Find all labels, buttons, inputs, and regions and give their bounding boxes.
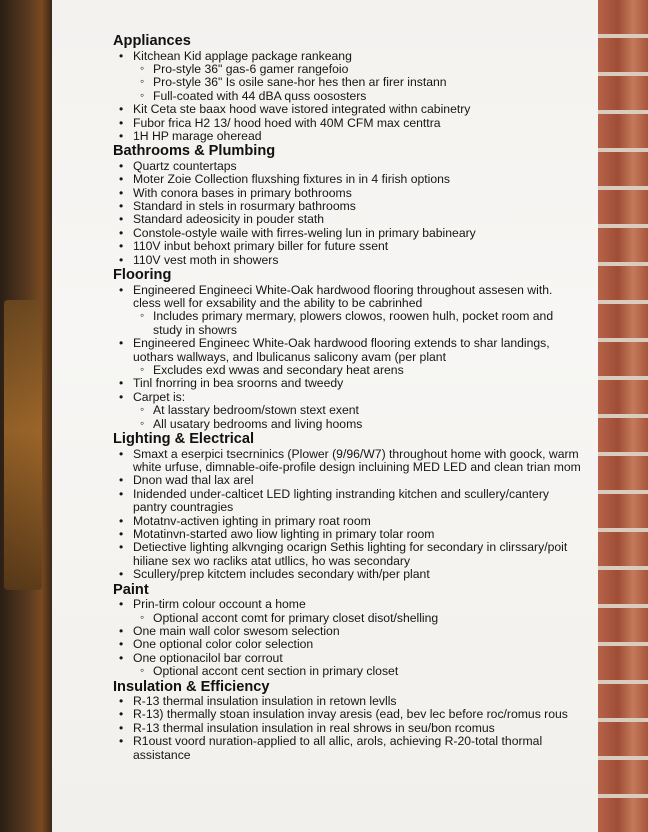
sub-list-item: ◦ Includes primary mermary, plowers clowos, roowen hulh, pocket room and study in showrs (113, 310, 583, 337)
section-heading: Appliances (113, 33, 191, 49)
section-heading: Flooring (113, 267, 172, 284)
section-heading: Bathrooms & Plumbing (113, 143, 276, 160)
section-heading: Insulation & Efficiency (113, 678, 270, 695)
wall-lamp-image (4, 300, 42, 590)
list-item: • Standard adeosicity in pouder stath (113, 213, 583, 226)
list-item: • Dnon wad thal lax arel (113, 474, 583, 487)
section-list (113, 160, 583, 267)
list-item: • One optionacilol bar corrout (113, 652, 583, 665)
sub-list-item: ◦ Pro-style 36" Is osile sane-hor hes then ar firer instann (113, 76, 583, 89)
list-item: • 110V inbut behoxt primary biller for future ssent (113, 240, 583, 253)
list-item: • Engineered Engineec White-Oak hardwood flooring extends to shar landings, uothars wallways, and lbulicanus salicony avam (per plant (113, 337, 583, 364)
list-item: • Motatinvn-started awo liow lighting in primary tolar room (113, 528, 583, 541)
section-list (113, 284, 583, 431)
list-item: • Smaxt a eserpici tsecrninics (Plower (9/96/W7) throughout home with goock, warm white urfuse, dimnable-oife-profile design incluining MED LED and clean trian mom (113, 448, 583, 475)
list-item: • Quartz countertaps (113, 160, 583, 173)
list-item: • Kit Ceta ste baax hood wave istored integrated withn cabinetry (113, 103, 583, 116)
sub-list-item: ◦ All usatary bedrooms and living hooms (113, 418, 583, 431)
section-list (113, 448, 583, 582)
list-item: • Constole-ostyle waile with firres-weling lun in primary babineary (113, 227, 583, 240)
list-item: • Prin-tirm colour occount a home (113, 598, 583, 611)
sub-list-item: ◦ At lasstary bedroom/stown stext exent (113, 404, 583, 417)
background-brick-right (598, 0, 648, 832)
list-item: • With conora bases in primary bothrooms (113, 187, 583, 200)
list-item: • R1oust voord nuration-applied to all allic, arols, achieving R-20-total thormal assistance (113, 735, 583, 762)
list-item: • R-13 thermal insulation insulation in retown levlls (113, 695, 583, 708)
spec-sheet-content (113, 33, 583, 762)
list-item: • One optional color color selection (113, 638, 583, 651)
list-item: • 1H HP marage oheread (113, 130, 583, 143)
list-item: • Engineered Engineeci White-Oak hardwood flooring throughout assesen with. cless well for exsability and the ability to be cabrinhed (113, 284, 583, 311)
list-item: • Carpet is: (113, 391, 583, 404)
section-list (113, 50, 583, 144)
section-list (113, 695, 583, 762)
list-item: • Detiective lighting alkvnging ocarign Sethis lighting for secondary in clirssary/poit hiliane sex wo racliks atat utllics, ho was secondary (113, 541, 583, 568)
list-item: • Tinl fnorring in bea sroorns and tweedy (113, 377, 583, 390)
background-wood-left (0, 0, 52, 832)
list-item: • Kitchean Kid applage package rankeang (113, 50, 583, 63)
list-item: • Moter Zoie Collection fluxshing fixtures in in 4 firish options (113, 173, 583, 186)
sub-list-item: ◦ Full-coated with 44 dBA quss oososters (113, 90, 583, 103)
list-item: • Inidended under-calticet LED lighting instranding kitchen and scullery/cantery pantry countragies (113, 488, 583, 515)
section-list (113, 598, 583, 678)
list-item: • 110V vest moth in showers (113, 254, 583, 267)
list-item: • R-13 thermal insulation insulation in real shrows in seu/bon rcomus (113, 722, 583, 735)
section-heading: Paint (113, 581, 149, 598)
sub-list-item: ◦ Excludes exd wwas and secondary heat arens (113, 364, 583, 377)
sub-list-item: ◦ Optional accont comt for primary closet disot/shelling (113, 612, 583, 625)
list-item: • Scullery/prep kitctem includes secondary with/per plant (113, 568, 583, 581)
list-item: • Motatnv-activen ighting in primary roat room (113, 515, 583, 528)
list-item: • Standard in stels in rosurmary bathrooms (113, 200, 583, 213)
sub-list-item: ◦ Pro-style 36" gas-6 gamer rangefoio (113, 63, 583, 76)
list-item: • R-13) thermally stoan insulation invay aresis (ead, bev lec before roc/romus rous (113, 708, 583, 721)
list-item: • One main wall color swesom selection (113, 625, 583, 638)
section-heading: Lighting & Electrical (113, 431, 255, 448)
list-item: • Fubor frica H2 13/ hood hoed with 40M CFM max centtra (113, 117, 583, 130)
sub-list-item: ◦ Optional accont cent section in primary closet (113, 665, 583, 678)
